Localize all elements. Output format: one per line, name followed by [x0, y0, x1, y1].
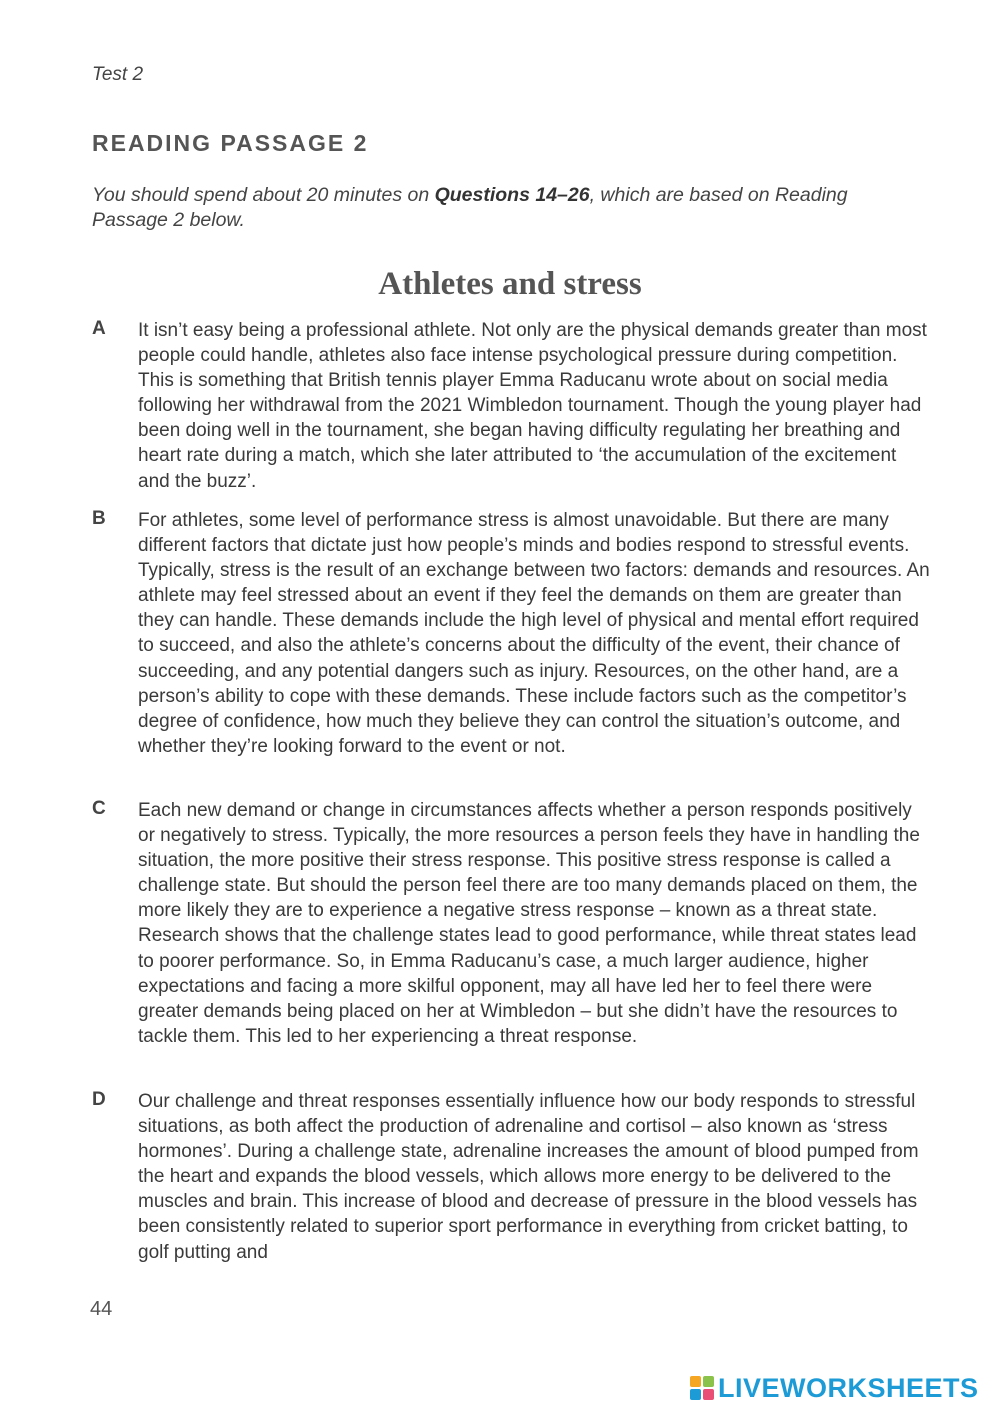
- paragraph-a: [92, 318, 932, 494]
- page-number: 44: [90, 1298, 113, 1320]
- instructions-question-range: Questions 14–26: [434, 184, 590, 206]
- paragraph-b: [92, 508, 932, 759]
- test-label: Test 2: [92, 64, 144, 85]
- paragraph-text: For athletes, some level of performance stress is almost unavoidable. But there are many different factors that dictate just how people’s minds and bodies respond to stressful events. Typically, stress is the result of an exchange between two factors: demands and resources. An athlete may feel stressed about an event if they feel the demands on them are greater than they can handle. These demands include the high level of physical and mental effort required to succeed, and also the athlete’s concerns about the difficulty of the event, their chance of succeeding, and any potential dangers such as injury. Resources, on the other hand, are a person’s ability to cope with these demands. These include factors such as the competitor’s degree of confidence, how much they believe they can control the situation’s outcome, and whether they’re looking forward to the event or not.: [138, 510, 930, 757]
- instructions-text-after: , which are based on Reading Passage 2 below.: [92, 184, 848, 231]
- brand-name: LIVEWORKSHEETS: [718, 1372, 979, 1403]
- paragraph-text: Our challenge and threat responses essentially influence how our body responds to stressful situations, as both affect the production of adrenaline and cortisol – also known as ‘stress hormones’. During a challenge state, adrenaline increases the amount of blood pumped from the heart and expands the blood vessels, which allows more energy to be delivered to the muscles and brain. This increase of blood and decrease of pressure in the blood vessels has been consistently related to superior sport performance in everything from cricket batting, to golf putting and: [138, 1091, 919, 1263]
- paragraph-text: Each new demand or change in circumstances affects whether a person responds positively or negatively to stress. Typically, the more resources a person feels they have in handling the situation, the more positive their stress response. This positive stress response is called a challenge state. But should the person feel there are too many demands placed on them, the more likely they are to experience a negative stress response – known as a threat state. Research shows that the challenge states lead to good performance, while threat states lead to poorer performance. So, in Emma Raducanu’s case, a much larger audience, higher expectations and facing a more skilful opponent, may all have led her to feel there were greater demands being placed on her at Wimbledon – but she didn’t have the resources to tackle them. This led to her experiencing a threat response.: [138, 800, 920, 1047]
- paragraph-letter: D: [92, 1089, 106, 1110]
- liveworksheets-brand[interactable]: [690, 1372, 979, 1404]
- instructions: [92, 183, 922, 233]
- instructions-text-before: You should spend about 20 minutes on: [92, 184, 435, 206]
- paragraph-text: It isn’t easy being a professional athlete. Not only are the physical demands greater than most people could handle, athletes also face intense psychological pressure during competition. This is something that British tennis player Emma Raducanu wrote about on social media following her withdrawal from the 2021 Wimbledon tournament. Though the young player had been doing well in the tournament, she began having difficulty regulating her breathing and heart rate during a match, which she later attributed to ‘the accumulation of the excitement and the buzz’.: [138, 320, 927, 492]
- paragraph-c: [92, 798, 932, 1049]
- paragraph-letter: B: [92, 508, 106, 529]
- paragraph-letter: A: [92, 318, 106, 339]
- paragraph-d: [92, 1089, 932, 1265]
- liveworksheets-logo-icon: [690, 1376, 714, 1400]
- section-heading: READING PASSAGE 2: [92, 130, 369, 156]
- paragraph-letter: C: [92, 798, 106, 819]
- passage-title: Athletes and stress: [378, 266, 642, 302]
